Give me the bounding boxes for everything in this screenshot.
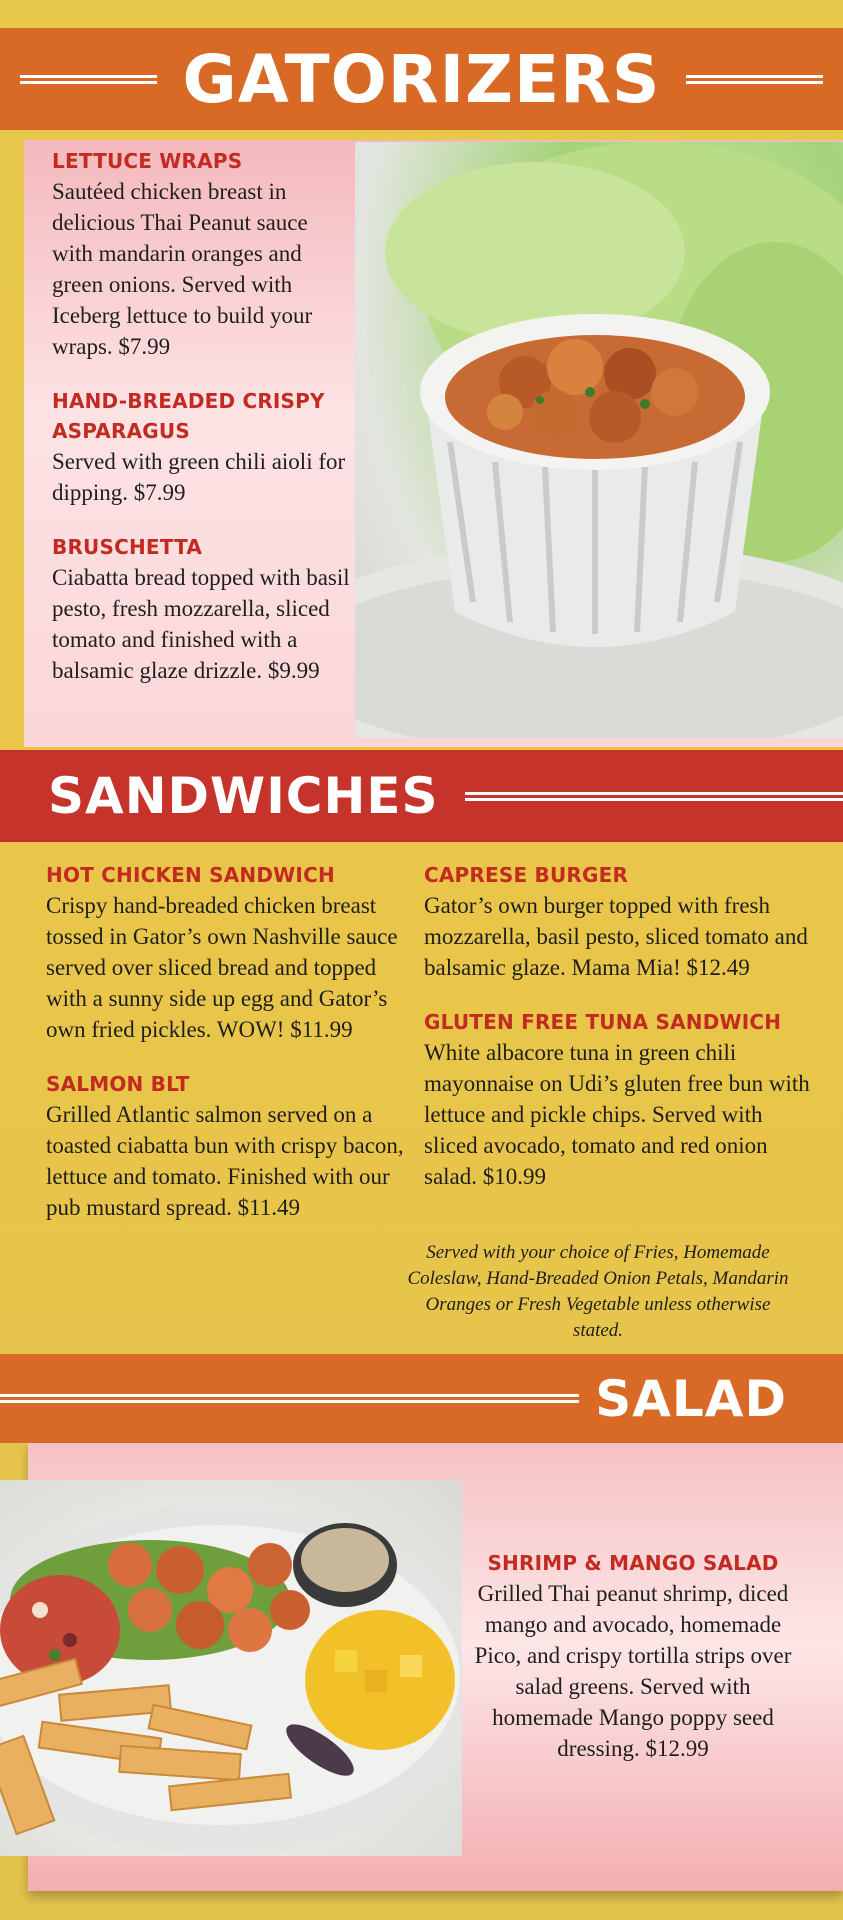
- item-description: Served with green chili aioli for dipping. $7.99: [52, 449, 346, 505]
- shrimp-mango-salad-photo: [0, 1480, 462, 1856]
- menu-item-salmon-blt: [46, 1069, 416, 1223]
- shrimp-salad-illustration: [0, 1480, 462, 1856]
- menu-item-shrimp-mango-salad: [470, 1548, 796, 1764]
- item-description: Crispy hand-breaded chicken breast tossed in Gator’s own Nashville sauce served over sliced bread and topped with a sunny side up egg and Gator’s own fried pickles. WOW! $11.99: [46, 893, 398, 1042]
- sandwiches-left-column: [46, 860, 416, 1247]
- lettuce-wraps-illustration: [355, 142, 843, 738]
- item-name: GLUTEN FREE TUNA SANDWICH: [424, 1010, 782, 1034]
- menu-item-crispy-asparagus: [52, 386, 352, 508]
- item-name: SHRIMP & MANGO SALAD: [487, 1551, 779, 1575]
- item-description: Grilled Atlantic salmon served on a toasted ciabatta bun with crispy bacon, lettuce and tomato. Finished with our pub mustard spread. $11.49: [46, 1102, 404, 1220]
- sandwiches-title: SANDWICHES: [48, 767, 439, 825]
- gatorizers-title: GATORIZERS: [182, 40, 661, 118]
- item-description: Grilled Thai peanut shrimp, diced mango and avocado, homemade Pico, and crispy tortilla strips over salad greens. Served with homemade Mango poppy seed dressing. $12.99: [474, 1581, 792, 1761]
- sandwiches-banner: [0, 750, 843, 842]
- item-name: BRUSCHETTA: [52, 535, 203, 559]
- banner-rule: [0, 1394, 579, 1403]
- gatorizers-items: [52, 146, 352, 710]
- sandwiches-section: [0, 842, 843, 1354]
- menu-item-gluten-free-tuna-sandwich: [424, 1007, 814, 1192]
- menu-item-caprese-burger: [424, 860, 814, 983]
- gatorizers-banner: [0, 28, 843, 130]
- menu-item-hot-chicken-sandwich: [46, 860, 416, 1045]
- item-description: White albacore tuna in green chili mayonnaise on Udi’s gluten free bun with lettuce and pickle chips. Served with sliced avocado, tomato and red onion salad. $10.99: [424, 1040, 810, 1189]
- item-description: Sautéed chicken breast in delicious Thai Peanut sauce with mandarin oranges and green onions. Served with Iceberg lettuce to build your wraps. $7.99: [52, 179, 313, 359]
- banner-rule-left: [20, 75, 157, 84]
- item-name: SALMON BLT: [46, 1072, 190, 1096]
- banner-rule: [465, 792, 843, 801]
- item-name: CAPRESE BURGER: [424, 863, 629, 887]
- sandwiches-right-column: [424, 860, 814, 1216]
- item-name: HOT CHICKEN SANDWICH: [46, 863, 335, 887]
- item-name: HAND-BREADED CRISPY ASPARAGUS: [52, 389, 325, 443]
- item-description: Gator’s own burger topped with fresh mozzarella, basil pesto, sliced tomato and balsamic glaze. Mama Mia! $12.49: [424, 893, 808, 980]
- salad-items: [470, 1548, 796, 1788]
- menu-item-lettuce-wraps: [52, 146, 352, 362]
- banner-rule-right: [686, 75, 823, 84]
- item-description: Ciabatta bread topped with basil pesto, fresh mozzarella, sliced tomato and finished with a balsamic glaze drizzle. $9.99: [52, 565, 350, 683]
- salad-banner: [0, 1354, 843, 1443]
- sides-note: Served with your choice of Fries, Homemade Coleslaw, Hand-Breaded Onion Petals, Mandarin Oranges or Fresh Vegetable unless otherwise stated.: [407, 1242, 789, 1341]
- salad-title: SALAD: [595, 1369, 787, 1428]
- menu-item-bruschetta: [52, 532, 352, 686]
- lettuce-wraps-photo: [355, 142, 843, 738]
- item-name: LETTUCE WRAPS: [52, 149, 243, 173]
